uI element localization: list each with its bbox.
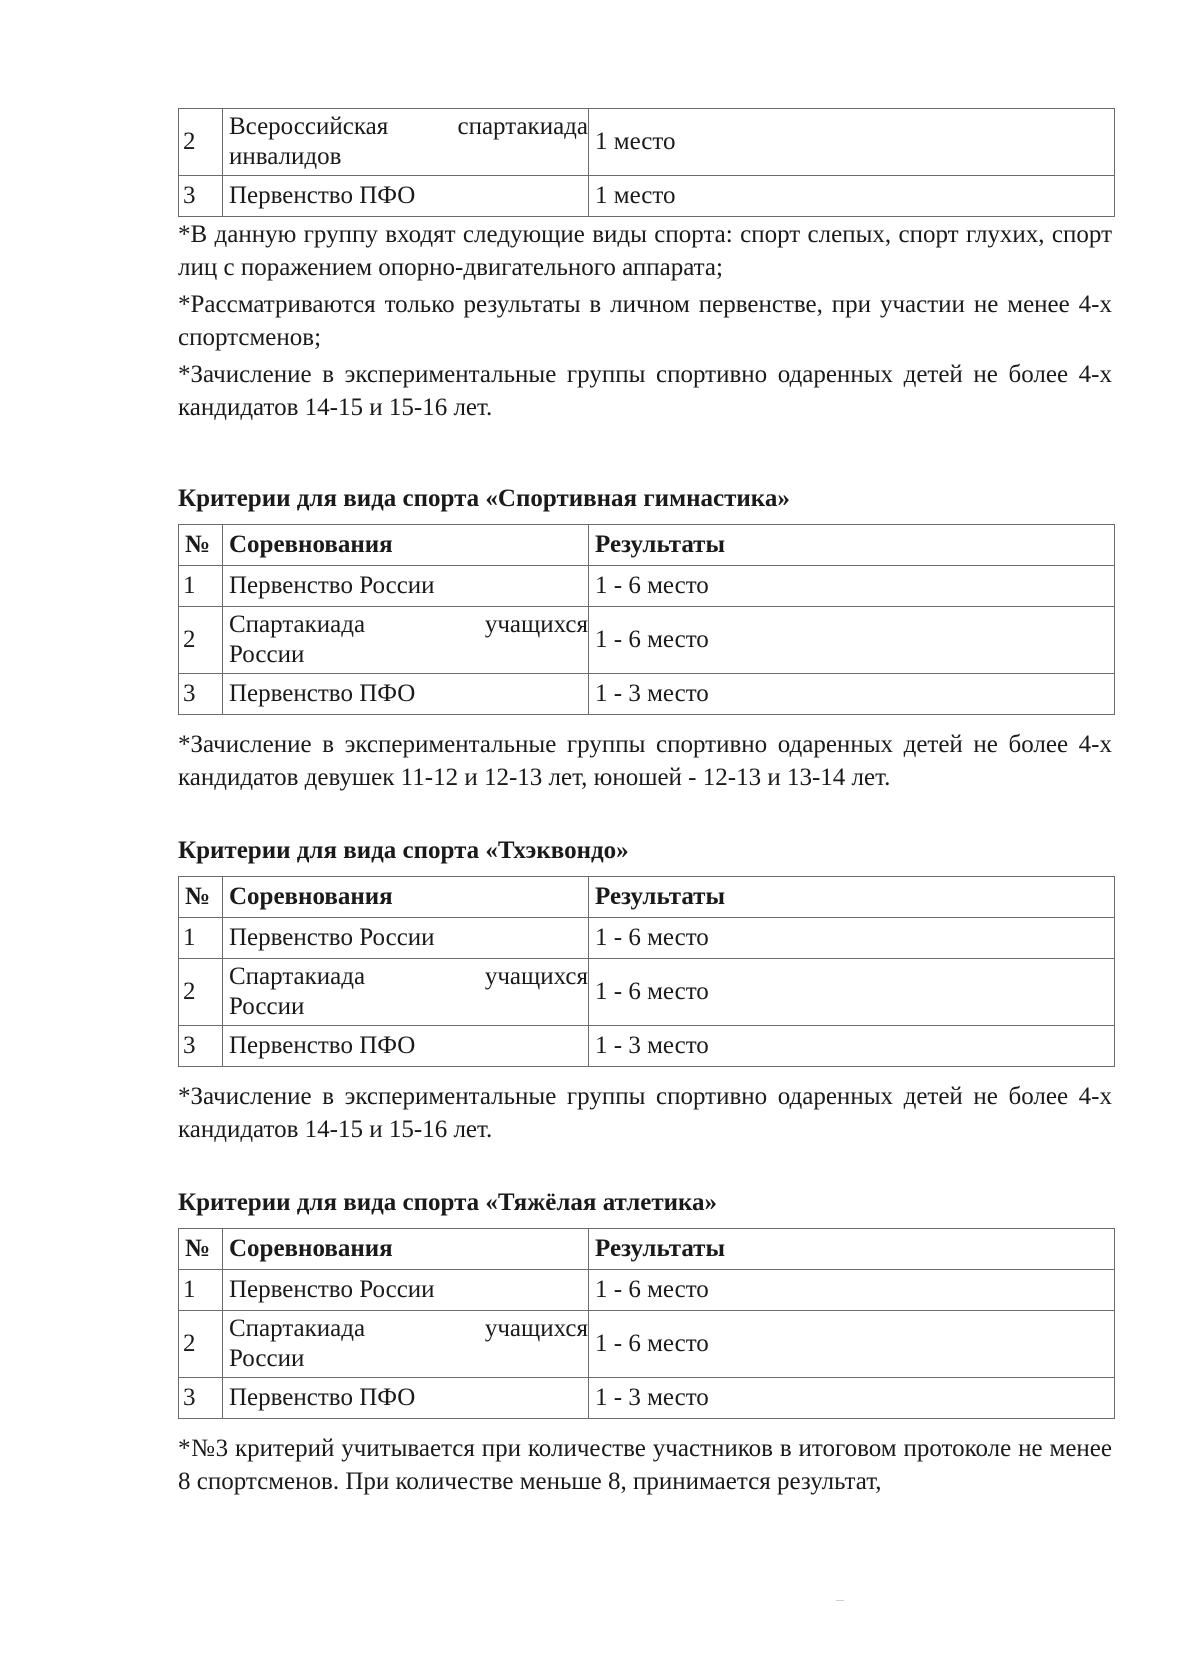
column-header-number: № [179, 1229, 223, 1270]
table-row [179, 1311, 1115, 1378]
competition-line: Спартакиада учащихся [229, 1315, 588, 1342]
competition-line: инвалидов [229, 143, 342, 170]
competition-cell: Первенство ПФО [223, 176, 589, 217]
competition-cell: Первенство ПФО [223, 674, 589, 715]
competition-cell [223, 959, 589, 1026]
table-header-row [179, 1229, 1115, 1270]
section-heading: Критерии для вида спорта «Спортивная гимнастика» [178, 485, 790, 512]
competition-line: России [229, 1345, 305, 1372]
column-header-result: Результаты [589, 877, 1115, 918]
competition-cell: Первенство ПФО [223, 1378, 589, 1419]
section-heading: Критерии для вида спорта «Тхэквондо» [178, 837, 629, 864]
row-number: 2 [179, 959, 223, 1026]
row-number: 2 [179, 1311, 223, 1378]
table-row [179, 1026, 1115, 1067]
competition-cell: Первенство ПФО [223, 1026, 589, 1067]
table-row [179, 918, 1115, 959]
row-number: 1 [179, 1270, 223, 1311]
competition-line: России [229, 641, 305, 668]
table-row [179, 607, 1115, 674]
table-row [179, 959, 1115, 1026]
table-header-row [179, 877, 1115, 918]
result-cell: 1 - 6 место [589, 918, 1115, 959]
competition-cell [223, 109, 589, 176]
result-cell: 1 место [589, 176, 1115, 217]
column-header-number: № [179, 877, 223, 918]
column-header-competition: Соревнования [223, 877, 589, 918]
criteria-table [178, 524, 1115, 715]
scan-artifact [836, 1600, 844, 1601]
row-number: 2 [179, 109, 223, 176]
result-cell: 1 - 6 место [589, 1270, 1115, 1311]
competition-cell [223, 1311, 589, 1378]
competition-line: России [229, 993, 305, 1020]
column-header-number: № [179, 525, 223, 566]
table-row [179, 674, 1115, 715]
result-cell: 1 - 6 место [589, 1311, 1115, 1378]
competition-cell [223, 607, 589, 674]
row-number: 3 [179, 176, 223, 217]
result-cell: 1 - 3 место [589, 1026, 1115, 1067]
row-number: 2 [179, 607, 223, 674]
footnote: *Рассматриваются только результаты в личном первенстве, при участии не менее 4-х спортсменов; [178, 291, 1112, 351]
result-cell: 1 место [589, 109, 1115, 176]
competition-cell: Первенство России [223, 566, 589, 607]
competition-cell: Первенство России [223, 918, 589, 959]
section-heading: Критерии для вида спорта «Тяжёлая атлетика» [178, 1189, 718, 1216]
competition-cell: Первенство России [223, 1270, 589, 1311]
criteria-table-continued [178, 108, 1115, 217]
competition-line: Всероссийская спартакиада [229, 113, 588, 140]
footnote: *Зачисление в экспериментальные группы спортивно одаренных детей не более 4-х кандидатов 14-15 и 15-16 лет. [178, 361, 1112, 421]
column-header-result: Результаты [589, 525, 1115, 566]
competition-line: Спартакиада учащихся [229, 963, 588, 990]
row-number: 1 [179, 918, 223, 959]
table-row [179, 109, 1115, 176]
table-header-row [179, 525, 1115, 566]
row-number: 3 [179, 1378, 223, 1419]
table-row [179, 566, 1115, 607]
row-number: 3 [179, 1026, 223, 1067]
row-number: 1 [179, 566, 223, 607]
criteria-table [178, 876, 1115, 1067]
result-cell: 1 - 6 место [589, 566, 1115, 607]
column-header-competition: Соревнования [223, 525, 589, 566]
table-row [179, 176, 1115, 217]
footnote: *Зачисление в экспериментальные группы спортивно одаренных детей не более 4-х кандидатов 14-15 и 15-16 лет. [178, 1083, 1112, 1143]
result-cell: 1 - 3 место [589, 674, 1115, 715]
row-number: 3 [179, 674, 223, 715]
result-cell: 1 - 3 место [589, 1378, 1115, 1419]
table-row [179, 1270, 1115, 1311]
column-header-result: Результаты [589, 1229, 1115, 1270]
footnote: *№3 критерий учитывается при количестве участников в итоговом протоколе не менее 8 спортсменов. При количестве меньше 8, принимается результат, [178, 1435, 1112, 1495]
footnote: *В данную группу входят следующие виды спорта: спорт слепых, спорт глухих, спорт лиц с поражением опорно-двигательного аппарата; [178, 221, 1112, 281]
result-cell: 1 - 6 место [589, 607, 1115, 674]
result-cell: 1 - 6 место [589, 959, 1115, 1026]
footnote: *Зачисление в экспериментальные группы спортивно одаренных детей не более 4-х кандидатов девушек 11-12 и 12-13 лет, юношей - 12-13 и 13-14 лет. [178, 731, 1112, 791]
table-row [179, 1378, 1115, 1419]
competition-line: Спартакиада учащихся [229, 611, 588, 638]
criteria-table [178, 1228, 1115, 1419]
column-header-competition: Соревнования [223, 1229, 589, 1270]
